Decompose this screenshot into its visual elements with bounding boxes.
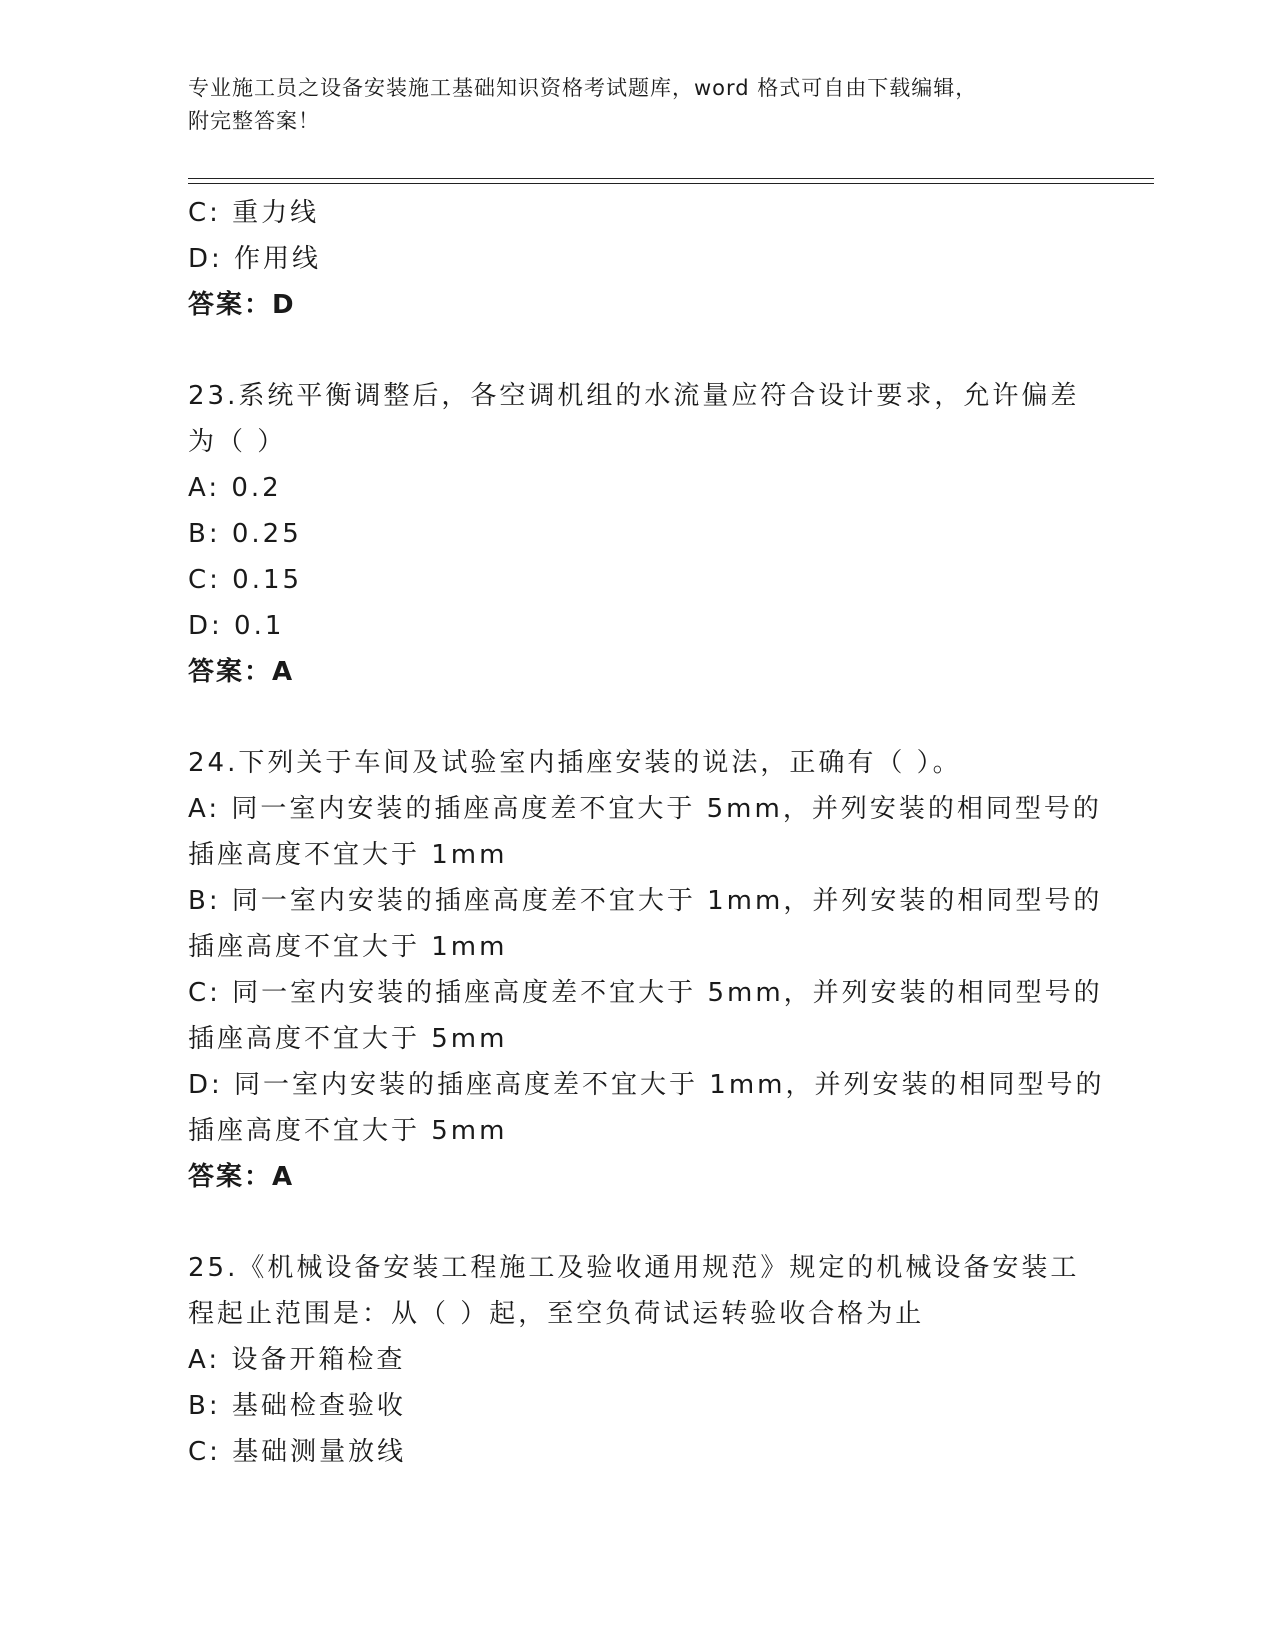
option-a: A: 设备开箱检查 — [188, 1345, 406, 1375]
option-d-continued: 插座高度不宜大于 5mm — [188, 1116, 508, 1146]
question-content — [188, 190, 1105, 1475]
spacer — [188, 328, 1088, 373]
question-24 — [188, 740, 1105, 1200]
spacer — [188, 1200, 1088, 1245]
header-rule-bottom — [188, 183, 1154, 184]
question-23 — [188, 373, 1088, 695]
option-c-continued: 插座高度不宜大于 5mm — [188, 1024, 508, 1054]
header-line-2: 附完整答案！ — [188, 109, 320, 133]
option-d: D: 同一室内安装的插座高度差不宜大于 1mm，并列安装的相同型号的 — [188, 1070, 1105, 1100]
question-stem-continued: 为（ ） — [188, 427, 287, 457]
option-c: C: 0.15 — [188, 565, 303, 595]
option-a: A: 0.2 — [188, 473, 282, 503]
option-b: B: 0.25 — [188, 519, 302, 549]
header-line-1: 专业施工员之设备安装施工基础知识资格考试题库，word 格式可自由下载编辑， — [188, 76, 978, 100]
option-c: C: 同一室内安装的插座高度差不宜大于 5mm，并列安装的相同型号的 — [188, 978, 1103, 1008]
option-b: B: 同一室内安装的插座高度差不宜大于 1mm，并列安装的相同型号的 — [188, 886, 1103, 916]
question-stem: 24.下列关于车间及试验室内插座安装的说法，正确有（ ）。 — [188, 748, 962, 778]
option-c: C: 基础测量放线 — [188, 1437, 407, 1467]
option-a: A: 同一室内安装的插座高度差不宜大于 5mm，并列安装的相同型号的 — [188, 794, 1102, 824]
previous-question-tail — [188, 190, 1088, 328]
page-header — [188, 72, 1088, 138]
option-d: D: 0.1 — [188, 611, 285, 641]
option-d: D: 作用线 — [188, 244, 322, 274]
header-rule-top — [188, 178, 1154, 179]
question-stem-continued: 程起止范围是：从（ ）起，至空负荷试运转验收合格为止 — [188, 1299, 925, 1329]
answer: 答案：A — [188, 1162, 295, 1192]
option-c: C: 重力线 — [188, 198, 320, 228]
question-25 — [188, 1245, 1088, 1475]
question-stem: 23.系统平衡调整后，各空调机组的水流量应符合设计要求，允许偏差 — [188, 381, 1080, 411]
option-a-continued: 插座高度不宜大于 1mm — [188, 840, 508, 870]
answer: 答案：A — [188, 657, 295, 687]
answer: 答案：D — [188, 290, 296, 320]
option-b-continued: 插座高度不宜大于 1mm — [188, 932, 508, 962]
option-b: B: 基础检查验收 — [188, 1391, 406, 1421]
spacer — [188, 695, 1088, 740]
question-stem: 25.《机械设备安装工程施工及验收通用规范》规定的机械设备安装工 — [188, 1253, 1080, 1283]
